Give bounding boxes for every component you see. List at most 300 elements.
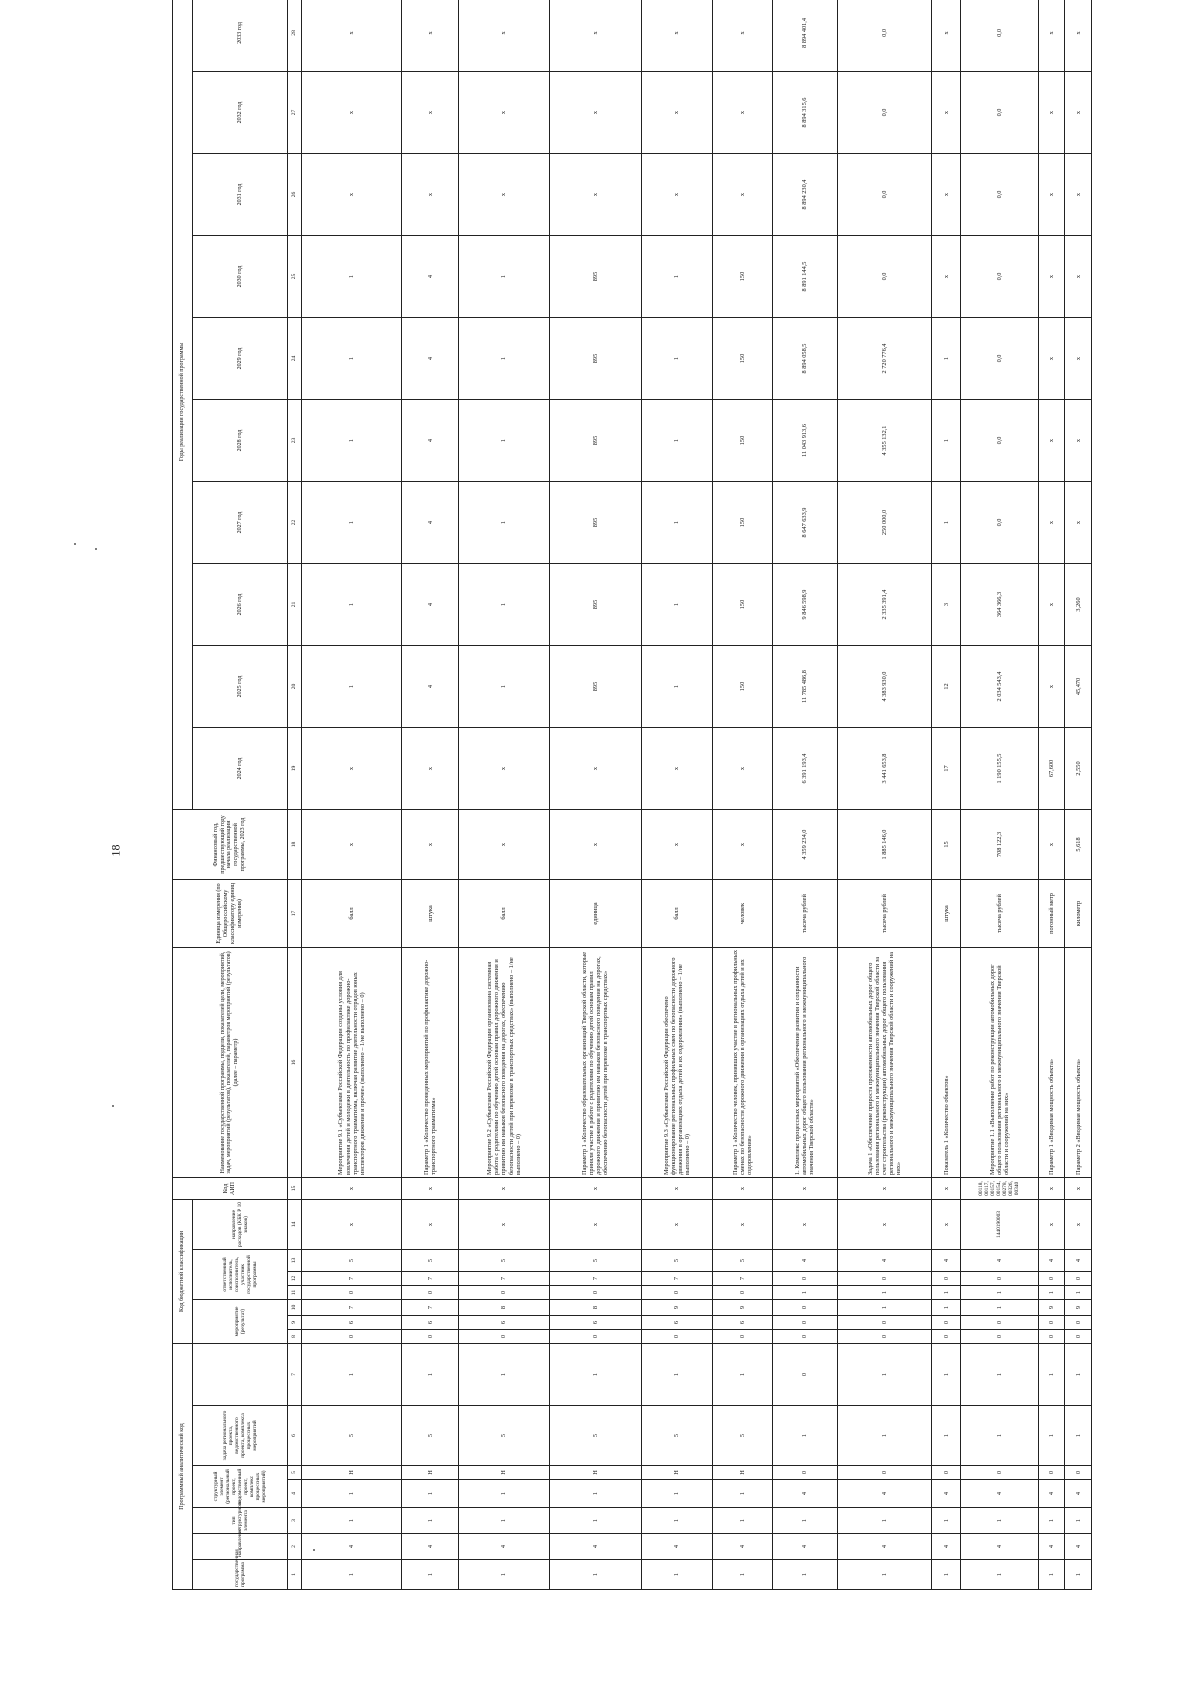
code-cell: 1 — [459, 1508, 549, 1534]
rotated-table-container — [172, 17, 1092, 1590]
year-value: 17 — [932, 727, 961, 809]
code-cell: 1 — [301, 1343, 401, 1405]
kbk-cell: х — [838, 1199, 932, 1249]
year-value: х — [1038, 563, 1065, 645]
code-cell: 0 — [713, 1285, 772, 1299]
year-value: 1 — [641, 317, 713, 399]
code-cell: 4 — [772, 1480, 837, 1508]
year-value: 895 — [549, 563, 641, 645]
row-name: Параметр 1 «Вводимая мощность объекта» — [1038, 947, 1065, 1177]
row-base-value: 4 359 234,0 — [772, 809, 837, 879]
col-number: 3 — [287, 1508, 301, 1534]
row-base-value: х — [301, 809, 401, 879]
code-cell: 0 — [772, 1466, 837, 1480]
year-value: 2 720 776,4 — [838, 317, 932, 399]
table-row — [960, 0, 1038, 1590]
code-cell: 0 — [960, 1329, 1038, 1343]
year-value: х — [301, 153, 401, 235]
table-row — [838, 0, 932, 1590]
code-cell: Н — [402, 1466, 459, 1480]
row-name: Параметр 1 «Количество образовательных организаций Тверской области, которые приняли участие в работе с родителями по обучению детей основам правил дорожного движения и привитию им навыков безопасного поведения на дорогах, обеспечению безопасности детей при перевозке в транспортных средствах» — [549, 947, 641, 1177]
code-cell: 0 — [1038, 1329, 1065, 1343]
year-value: 895 — [549, 481, 641, 563]
year-value: х — [713, 71, 772, 153]
row-base-value: х — [641, 809, 713, 879]
gp-subheader: государственная программа — [193, 1560, 287, 1590]
code-cell: 5 — [459, 1406, 549, 1466]
year-value: х — [1038, 153, 1065, 235]
scan-speck — [112, 1105, 114, 1107]
year-value: 150 — [713, 563, 772, 645]
year-value: х — [301, 71, 401, 153]
year-value: х — [459, 0, 549, 71]
code-cell: 0 — [960, 1315, 1038, 1329]
code-cell: 0 — [838, 1315, 932, 1329]
code-cell: 1 — [932, 1560, 961, 1590]
code-cell: 1 — [960, 1508, 1038, 1534]
code-cell: 4 — [1065, 1249, 1092, 1271]
code-cell: 7 — [402, 1271, 459, 1285]
code-cell: 0 — [549, 1285, 641, 1299]
year-value: х — [301, 0, 401, 71]
code-cell: Н — [301, 1466, 401, 1480]
year-value: 0,0 — [960, 153, 1038, 235]
year-value: 0,0 — [838, 153, 932, 235]
year-header: 2031 год — [193, 153, 287, 235]
col-number: 11 — [287, 1285, 301, 1299]
year-value: 1 — [641, 399, 713, 481]
year-value: 895 — [549, 317, 641, 399]
code-cell: 6 — [713, 1315, 772, 1329]
aip-cell: х — [772, 1177, 837, 1199]
year-header: 2024 год — [193, 727, 287, 809]
code-cell: 1 — [960, 1560, 1038, 1590]
col-number: 18 — [287, 809, 301, 879]
kbk-cell: х — [402, 1199, 459, 1249]
code-cell: 1 — [1038, 1343, 1065, 1405]
year-value: х — [1038, 317, 1065, 399]
year-value: 4 383 930,0 — [838, 645, 932, 727]
code-cell: 4 — [549, 1534, 641, 1560]
year-value: 1 — [459, 481, 549, 563]
code-cell: 1 — [301, 1560, 401, 1590]
year-value: 150 — [713, 399, 772, 481]
table-row — [713, 0, 772, 1590]
row-unit: штука — [932, 879, 961, 947]
code-cell: 1 — [960, 1299, 1038, 1315]
code-cell: 5 — [713, 1249, 772, 1271]
year-value: х — [1065, 235, 1092, 317]
year-value: 2 335 391,4 — [838, 563, 932, 645]
code-cell: 1 — [932, 1285, 961, 1299]
year-value: х — [402, 153, 459, 235]
year-value: 1 190 155,5 — [960, 727, 1038, 809]
year-value: 1 — [301, 317, 401, 399]
code-cell: 0 — [549, 1329, 641, 1343]
code-cell: 6 — [549, 1315, 641, 1329]
code-cell: 9 — [1038, 1299, 1065, 1315]
year-value: х — [459, 727, 549, 809]
code-cell: 0 — [772, 1299, 837, 1315]
code-cell: 9 — [1065, 1299, 1092, 1315]
row-base-value: х — [402, 809, 459, 879]
code-cell: 1 — [549, 1508, 641, 1534]
row-unit: единица — [549, 879, 641, 947]
code-cell: 7 — [301, 1299, 401, 1315]
year-value: 1 — [641, 645, 713, 727]
year-header: 2026 год — [193, 563, 287, 645]
year-value: 1 — [459, 317, 549, 399]
code-cell: 0 — [772, 1343, 837, 1405]
code-cell: 8 — [459, 1299, 549, 1315]
col-number: 10 — [287, 1299, 301, 1315]
table-row — [1065, 0, 1092, 1590]
row-unit: тысяча рублей — [960, 879, 1038, 947]
code-cell: Н — [459, 1466, 549, 1480]
row-unit: балл — [301, 879, 401, 947]
row-name: Мероприятие 9.1 «Субъектами Российской Федерации созданы условия для вовлечения детей и молодежи в деятельность по профилактике дорожно-транспортного травматизма, включая развитие деятельности отрядов юных инспекторов движения и прочее» (выполнено – 1/не выполнено – 0) — [301, 947, 401, 1177]
col-number: 2 — [287, 1534, 301, 1560]
col-number: 28 — [287, 0, 301, 71]
year-value: 3 441 653,8 — [838, 727, 932, 809]
code-cell: 4 — [301, 1534, 401, 1560]
row-base-value: х — [713, 809, 772, 879]
row-name: Параметр 2 «Вводимая мощность объекта» — [1065, 947, 1092, 1177]
code-cell: 1 — [549, 1560, 641, 1590]
code-cell: 4 — [960, 1480, 1038, 1508]
col-number: 26 — [287, 153, 301, 235]
row-name: Мероприятие 9.2 «Субъектами Российской Федерации организована системная работа с родителями по обучению детей основам правил дорожного движения и привитию им навыков безопасного поведения на дорогах, обеспечению безопасности детей при перевозке в транспортных средствах» (выполнено – 1/не выполнено – 0) — [459, 947, 549, 1177]
scan-speck — [95, 548, 97, 550]
kbk-cell: х — [641, 1199, 713, 1249]
year-value: х — [713, 727, 772, 809]
code-cell: 4 — [960, 1534, 1038, 1560]
year-value: х — [301, 727, 401, 809]
year-value: х — [1065, 153, 1092, 235]
code-cell: 5 — [301, 1249, 401, 1271]
year-value: 0,0 — [838, 235, 932, 317]
year-header: 2025 год — [193, 645, 287, 727]
col-number: 5 — [287, 1466, 301, 1480]
row-unit: штука — [402, 879, 459, 947]
year-header: 2029 год — [193, 317, 287, 399]
code-cell: Н — [549, 1466, 641, 1480]
code-cell: 5 — [713, 1406, 772, 1466]
year-value: х — [402, 71, 459, 153]
year-value: 8 894 230,4 — [772, 153, 837, 235]
code-cell: 6 — [402, 1315, 459, 1329]
year-value: 1 — [301, 563, 401, 645]
year-value: 0,0 — [960, 235, 1038, 317]
year-value: 250 000,0 — [838, 481, 932, 563]
code-cell: 7 — [641, 1271, 713, 1285]
year-value: 2 034 543,4 — [960, 645, 1038, 727]
year-value: 1 — [641, 563, 713, 645]
col-number: 13 — [287, 1249, 301, 1271]
year-value: 0,0 — [960, 399, 1038, 481]
kbk-cell: х — [1038, 1199, 1065, 1249]
year-value: х — [459, 153, 549, 235]
budget-code-header: Код бюджетной классификации — [173, 1199, 193, 1343]
code-cell: 4 — [838, 1249, 932, 1271]
col-number: 14 — [287, 1199, 301, 1249]
code-cell: 1 — [301, 1508, 401, 1534]
year-value: 150 — [713, 645, 772, 727]
year-value: 4 — [402, 563, 459, 645]
code-cell: 1 — [549, 1480, 641, 1508]
aip-cell: х — [713, 1177, 772, 1199]
year-value: 1 — [932, 317, 961, 399]
code-cell: 4 — [838, 1480, 932, 1508]
kbk-cell: х — [932, 1199, 961, 1249]
code-cell: 7 — [301, 1271, 401, 1285]
code-cell: 1 — [713, 1508, 772, 1534]
code-cell: 0 — [402, 1285, 459, 1299]
col-number: 9 — [287, 1315, 301, 1329]
year-value: х — [1038, 71, 1065, 153]
year-header: 2027 год — [193, 481, 287, 563]
year-value: х — [641, 727, 713, 809]
year-value: 0,0 — [960, 71, 1038, 153]
table-row — [459, 0, 549, 1590]
code-cell: 1 — [838, 1343, 932, 1405]
row-base-value: х — [1038, 809, 1065, 879]
code-cell: 1 — [838, 1406, 932, 1466]
scan-speck — [74, 543, 76, 545]
year-value: х — [549, 0, 641, 71]
code-cell: 1 — [960, 1343, 1038, 1405]
code-cell: 0 — [838, 1466, 932, 1480]
table-row — [641, 0, 713, 1590]
year-value: 1 — [301, 645, 401, 727]
year-value: 8 894 315,6 — [772, 71, 837, 153]
kbk-cell: 1440190003 — [960, 1199, 1038, 1249]
row-name: Параметр 1 «Количество проведенных мероприятий по профилактике дорожно-транспортного травматизма» — [402, 947, 459, 1177]
code-cell: 6 — [641, 1315, 713, 1329]
row-base-value: 708 122,3 — [960, 809, 1038, 879]
year-value: 11 043 913,6 — [772, 399, 837, 481]
col-number: 20 — [287, 645, 301, 727]
row-base-value: х — [549, 809, 641, 879]
year-value: х — [713, 153, 772, 235]
code-cell: 5 — [549, 1406, 641, 1466]
code-cell: 0 — [1065, 1466, 1092, 1480]
year-value: 45,470 — [1065, 645, 1092, 727]
event-subheader: мероприятие (результат) — [193, 1299, 287, 1343]
col-number: 8 — [287, 1329, 301, 1343]
year-value: 11 785 486,8 — [772, 645, 837, 727]
col-number: 1 — [287, 1560, 301, 1590]
code-cell: 0 — [301, 1285, 401, 1299]
table-row — [772, 0, 837, 1590]
col-number: 16 — [287, 947, 301, 1177]
aip-cell: х — [932, 1177, 961, 1199]
year-value: 895 — [549, 235, 641, 317]
code-cell: 0 — [838, 1271, 932, 1285]
row-unit: балл — [641, 879, 713, 947]
year-value: х — [641, 71, 713, 153]
code-cell: 4 — [459, 1534, 549, 1560]
code-cell: 5 — [459, 1249, 549, 1271]
col-number: 4 — [287, 1480, 301, 1508]
years-title-header: Годы реализации государственной программы — [173, 0, 193, 809]
code-cell: 5 — [549, 1249, 641, 1271]
year-value: 12 — [932, 645, 961, 727]
code-cell: 1 — [549, 1343, 641, 1405]
code-cell: 1 — [772, 1508, 837, 1534]
year-value: 1 — [641, 481, 713, 563]
table-row — [1038, 0, 1065, 1590]
row-name: Показатель 1 «Количество объектов» — [932, 947, 961, 1177]
year-value: 8 891 144,5 — [772, 235, 837, 317]
code-cell: 0 — [641, 1329, 713, 1343]
aip-cell: х — [641, 1177, 713, 1199]
rotated-table-frame — [172, 17, 1092, 1590]
col-number: 19 — [287, 727, 301, 809]
code-cell: 0 — [932, 1329, 961, 1343]
code-cell: 1 — [713, 1560, 772, 1590]
year-value: 4 — [402, 481, 459, 563]
kbk-subheader: направление расходов (КБК Р 10 знаков) — [193, 1199, 287, 1249]
code-cell: 1 — [838, 1285, 932, 1299]
col-number: 15 — [287, 1177, 301, 1199]
aip-cell: х — [549, 1177, 641, 1199]
year-value: х — [1065, 0, 1092, 71]
code-cell: Н — [641, 1466, 713, 1480]
year-value: х — [402, 727, 459, 809]
code-cell: 1 — [713, 1480, 772, 1508]
year-value: х — [1038, 645, 1065, 727]
year-value: 4 355 132,1 — [838, 399, 932, 481]
code-cell: 7 — [459, 1271, 549, 1285]
year-value: 1 — [932, 481, 961, 563]
year-value: 0,0 — [960, 481, 1038, 563]
code-cell: 1 — [402, 1560, 459, 1590]
base-year-header: Финансовый год, предшествующий году начала реализации государственной программы, 2023 год — [173, 809, 288, 879]
row-name: 1. Комплекс процессных мероприятий «Обеспечение развития и сохранности автомобильных дорог общего пользования регионального и межмуниципального значения Тверской области» — [772, 947, 837, 1177]
code-cell: 1 — [838, 1508, 932, 1534]
code-cell: 5 — [301, 1406, 401, 1466]
code-cell: 0 — [459, 1329, 549, 1343]
code-cell: 4 — [1038, 1534, 1065, 1560]
year-value: х — [1038, 235, 1065, 317]
year-value: 0,0 — [838, 71, 932, 153]
code-cell: 4 — [960, 1249, 1038, 1271]
code-cell: 1 — [932, 1508, 961, 1534]
code-cell: 1 — [1065, 1508, 1092, 1534]
aip-cell: х — [459, 1177, 549, 1199]
code-cell: 1 — [402, 1343, 459, 1405]
code-cell: 4 — [932, 1534, 961, 1560]
code-cell: 4 — [1065, 1480, 1092, 1508]
year-value: х — [549, 153, 641, 235]
event-subheader-spacer — [193, 1343, 287, 1405]
code-cell: 1 — [459, 1480, 549, 1508]
code-cell: 1 — [1038, 1406, 1065, 1466]
code-cell: 1 — [1065, 1285, 1092, 1299]
year-value: х — [641, 0, 713, 71]
page-number: 18 — [108, 844, 123, 857]
code-cell: 1 — [932, 1343, 961, 1405]
row-name: Мероприятие 9.3 «Субъектами Российской Федерации обеспечено функционирование региональных профильных смен по безопасности дорожного движения в организациях отдыха детей и их оздоровления» (выполнено – 1/не выполнено – 0) — [641, 947, 713, 1177]
code-cell: 9 — [641, 1299, 713, 1315]
code-cell: 0 — [1038, 1315, 1065, 1329]
col-number: 24 — [287, 317, 301, 399]
code-cell: 0 — [402, 1329, 459, 1343]
code-cell: 5 — [641, 1249, 713, 1271]
year-value: 1 — [301, 399, 401, 481]
aip-cell: х — [301, 1177, 401, 1199]
year-header: 2032 год — [193, 71, 287, 153]
code-cell: 4 — [713, 1534, 772, 1560]
unit-column-header: Единица измерения (по Общероссийскому классификатору единиц измерения) — [173, 879, 288, 947]
row-name: Параметр 1 «Количество человек, принявших участие в региональных профильных сменах по безопасности дорожного движения в организациях отдыха детей и их оздоровления» — [713, 947, 772, 1177]
kbk-cell: х — [459, 1199, 549, 1249]
code-cell: 1 — [641, 1480, 713, 1508]
row-unit: тысяча рублей — [772, 879, 837, 947]
code-cell: 0 — [932, 1271, 961, 1285]
code-cell: 0 — [960, 1271, 1038, 1285]
year-value: х — [1038, 481, 1065, 563]
year-value: 150 — [713, 481, 772, 563]
year-value: 0,0 — [960, 317, 1038, 399]
code-cell: 6 — [301, 1315, 401, 1329]
code-cell: 1 — [459, 1343, 549, 1405]
year-value: х — [1038, 0, 1065, 71]
year-value: 9 846 598,9 — [772, 563, 837, 645]
year-value: 3,260 — [1065, 563, 1092, 645]
row-name: Задача 1 «Обеспечение прироста протяженности автомобильных дорог общего пользования регионального и межмуниципального значения Тверской области за счет строительства (реконструкции) автомобильных дорог общего пользования регионального и межмуниципального значения Тверской области и сооружений на них» — [838, 947, 932, 1177]
year-value: х — [641, 153, 713, 235]
year-value: 1 — [459, 399, 549, 481]
code-cell: 1 — [641, 1560, 713, 1590]
kbk-cell: х — [549, 1199, 641, 1249]
code-cell: 7 — [402, 1299, 459, 1315]
row-base-value: 5,618 — [1065, 809, 1092, 879]
code-cell: 1 — [932, 1406, 961, 1466]
col-number: 12 — [287, 1271, 301, 1285]
code-cell: 0 — [1038, 1271, 1065, 1285]
code-cell: 1 — [1038, 1508, 1065, 1534]
year-value: 67,600 — [1038, 727, 1065, 809]
year-value: 1 — [459, 563, 549, 645]
code-cell: 4 — [772, 1534, 837, 1560]
year-value: 0,0 — [960, 0, 1038, 71]
year-value: 1 — [459, 645, 549, 727]
code-cell: 1 — [301, 1480, 401, 1508]
year-value: х — [549, 727, 641, 809]
code-cell: 1 — [960, 1285, 1038, 1299]
col-number: 23 — [287, 399, 301, 481]
year-value: х — [1065, 399, 1092, 481]
task-subheader: задача регионального проекта, ведомственного проекта, комплекса процессных мероприятий — [193, 1406, 287, 1466]
code-cell: 6 — [459, 1315, 549, 1329]
aip-cell: х — [1065, 1177, 1092, 1199]
code-cell: 1 — [459, 1560, 549, 1590]
year-value: 4 — [402, 399, 459, 481]
row-base-value: х — [459, 809, 549, 879]
code-cell: 1 — [641, 1508, 713, 1534]
aip-cell: х — [402, 1177, 459, 1199]
year-value: 4 — [402, 317, 459, 399]
code-cell: 1 — [402, 1508, 459, 1534]
row-unit: километр — [1065, 879, 1092, 947]
aip-cell: х — [1038, 1177, 1065, 1199]
year-value: 4 — [402, 645, 459, 727]
code-cell: 5 — [402, 1249, 459, 1271]
year-header: 2030 год — [193, 235, 287, 317]
table-row — [301, 0, 401, 1590]
